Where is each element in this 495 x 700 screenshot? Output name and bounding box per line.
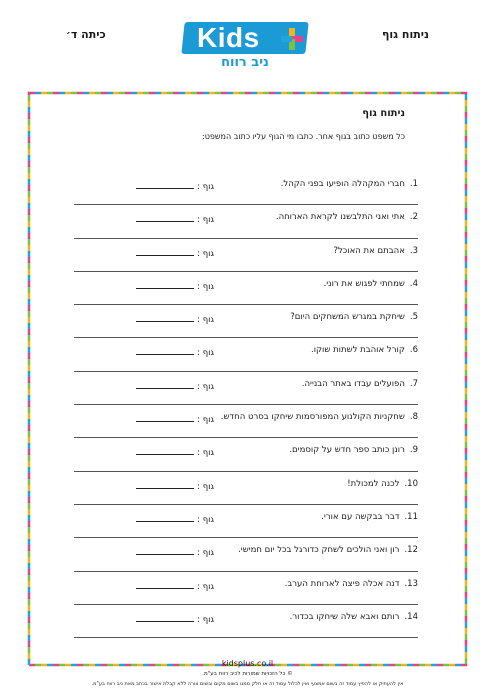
question-row [74, 438, 418, 471]
answer-label: גוף : [197, 481, 214, 492]
question-text: דבר בבקשה עם אורי. [321, 511, 400, 522]
answer-field [124, 246, 214, 259]
question-row [74, 205, 418, 238]
logo-subtitle: ניב רווח [221, 55, 269, 70]
question-text: רונן כותב ספר חדש על קוסמים. [289, 445, 405, 456]
answer-blank[interactable] [136, 479, 194, 489]
answer-blank[interactable] [136, 379, 194, 389]
answer-blank[interactable] [136, 445, 194, 455]
question-row [74, 272, 418, 305]
worksheet-title: ניתוח גוף [362, 108, 405, 119]
kidsplus-logo [183, 18, 311, 74]
answer-label: גוף : [197, 315, 214, 326]
question-text: שיחקת במגרש המשחקים היום? [290, 312, 405, 323]
answer-blank[interactable] [136, 246, 194, 256]
question-text: אהבתם את האוכל? [333, 245, 405, 256]
plus-icon [281, 28, 303, 50]
answer-label: גוף : [197, 381, 214, 392]
question-row [74, 338, 418, 371]
question-number: 5. [409, 312, 418, 323]
question-sentence [290, 312, 418, 322]
question-sentence [333, 246, 418, 256]
question-number: 14. [404, 611, 418, 622]
answer-field [124, 412, 214, 425]
answer-label: גוף : [197, 415, 214, 426]
question-sentence [276, 212, 418, 222]
subject-label: ניתוח גוף [381, 28, 429, 41]
answer-field [124, 512, 214, 525]
question-number: 7. [409, 378, 418, 389]
question-row [74, 305, 418, 338]
question-row [74, 239, 418, 272]
question-sentence [324, 279, 418, 289]
question-sentence [290, 612, 418, 622]
answer-field [124, 479, 214, 492]
answer-blank[interactable] [136, 579, 194, 589]
question-text: אתי ואני התלבשנו לקראת הארוחה. [275, 212, 405, 223]
question-sentence [321, 512, 418, 522]
question-number: 6. [409, 345, 418, 356]
question-number: 4. [409, 278, 418, 289]
question-text: שחקניות הקולנוע המפורסמות שיחקו בסרט החדש. [220, 412, 405, 423]
question-text: דנה אכלה פיצה לארוחת הערב. [284, 578, 400, 589]
answer-blank[interactable] [136, 345, 194, 355]
worksheet-instructions: כל משפט כתוב בגוף אחר. כתבו מי הגוף עליו כתוב המשפט: [202, 132, 405, 141]
question-text: קורל אוהבת לשתות שוקו. [311, 345, 405, 356]
footer-legal: אין להעתיק או להפיץ עמוד זה בשום אמצעי ואין לכלול עמוד זה או חלק ממנו בשום מקום ובשום צורה ללא קבלת אישור בכתב מאת ניב רווח בע"מ. [91, 681, 404, 687]
answer-label: גוף : [197, 248, 214, 259]
question-text: רון ואני הולכים לשחק כדורגל בכל יום חמישי. [238, 545, 400, 556]
answer-label: גוף : [197, 281, 214, 292]
question-sentence [281, 179, 418, 189]
question-row [74, 405, 418, 438]
question-sentence [311, 345, 418, 355]
answer-blank[interactable] [136, 612, 194, 622]
answer-field [124, 279, 214, 292]
answer-field [124, 379, 214, 392]
question-sentence [238, 545, 418, 555]
question-row [74, 472, 418, 505]
footer-url[interactable]: kidsplus.co.il [221, 659, 274, 668]
question-sentence [285, 579, 418, 589]
question-row [74, 538, 418, 571]
question-row [74, 172, 418, 205]
question-sentence [302, 379, 418, 389]
question-sentence [347, 479, 418, 489]
answer-blank[interactable] [136, 279, 194, 289]
grade-label: כיתה ד׳ [66, 28, 106, 41]
answer-field [124, 579, 214, 592]
answer-blank[interactable] [136, 212, 194, 222]
answer-field [124, 312, 214, 325]
answer-label: גוף : [197, 614, 214, 625]
question-number: 12. [404, 545, 418, 556]
answer-field [124, 545, 214, 558]
answer-label: גוף : [197, 182, 214, 192]
answer-blank[interactable] [136, 179, 194, 189]
question-row [74, 505, 418, 538]
question-text: רותם ואבא שלה שיחקו בכדור. [289, 611, 400, 622]
question-number: 8. [409, 412, 418, 423]
answer-field [124, 345, 214, 358]
answer-field [124, 612, 214, 625]
answer-label: גוף : [197, 448, 214, 459]
answer-blank[interactable] [136, 312, 194, 322]
question-number: 1. [409, 179, 418, 189]
question-number: 9. [409, 445, 418, 456]
logo-text: Kids [197, 22, 260, 53]
answer-blank[interactable] [136, 512, 194, 522]
answer-label: גוף : [197, 348, 214, 359]
question-text: חברי המקהלה הופיעו בפני הקהל. [280, 179, 405, 189]
answer-field [124, 445, 214, 458]
answer-blank[interactable] [136, 412, 194, 422]
answer-label: גוף : [197, 548, 214, 559]
answer-label: גוף : [197, 514, 214, 525]
footer-copyright: © כל הזכויות שמורות לכיב רווח בע"מ. [202, 671, 293, 677]
question-text: שמחתי לפגוש את רוני. [323, 278, 405, 289]
question-sentence [289, 445, 418, 455]
question-row [74, 572, 418, 605]
question-number: 13. [404, 578, 418, 589]
question-text: לכנה למכולת! [347, 478, 400, 489]
answer-label: גוף : [197, 581, 214, 592]
question-row [74, 605, 418, 638]
question-list [74, 172, 418, 638]
answer-label: גוף : [197, 215, 214, 226]
answer-blank[interactable] [136, 545, 194, 555]
question-number: 2. [409, 212, 418, 223]
answer-field [124, 179, 214, 192]
question-number: 3. [409, 245, 418, 256]
question-text: הפועלים עבדו באתר הבנייה. [301, 378, 405, 389]
question-number: 10. [404, 478, 418, 489]
answer-field [124, 212, 214, 225]
question-number: 11. [404, 511, 418, 522]
question-row [74, 372, 418, 405]
question-sentence [221, 412, 418, 422]
